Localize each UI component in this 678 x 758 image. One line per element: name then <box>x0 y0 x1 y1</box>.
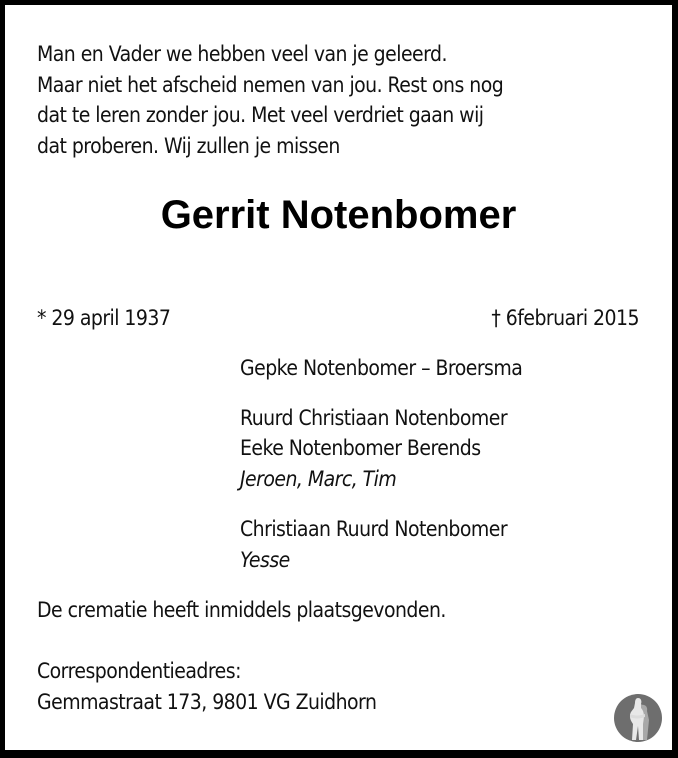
obituary-notice <box>5 5 672 750</box>
address-label-text: Correspondentieadres: <box>37 659 241 683</box>
death-date <box>475 306 639 330</box>
cremation-note <box>37 598 491 622</box>
child1 <box>240 406 537 430</box>
grandchildren-1 <box>240 467 414 491</box>
verse-line: dat te leren zonder jou. Met veel verdriet gaan wij <box>37 103 484 127</box>
child1-partner-name: Eeke Notenbomer Berends <box>240 436 481 460</box>
birth-date <box>37 306 185 330</box>
deceased-name: Gerrit Notenbomer <box>160 193 517 237</box>
verse-line: Maar niet het afscheid nemen van jou. Rest ons nog <box>37 72 504 97</box>
child1-name: Ruurd Christiaan Notenbomer <box>240 406 508 430</box>
spouse <box>240 356 554 380</box>
grandchildren-1-names: Jeroen, Marc, Tim <box>240 467 397 491</box>
child2 <box>240 517 537 541</box>
verse-line: dat proberen. Wij zullen je missen <box>37 133 340 158</box>
grandchildren-2 <box>240 548 295 572</box>
birth-date-text: * 29 april 1937 <box>37 306 171 330</box>
verse <box>37 39 555 161</box>
verse-line: Man en Vader we hebben veel van je geleerd. <box>37 42 447 66</box>
death-date-text: † 6februari 2015 <box>491 306 639 330</box>
address-label <box>37 659 264 683</box>
embracing-figures-icon <box>614 694 662 742</box>
grandchildren-2-names: Yesse <box>240 548 290 572</box>
child2-name: Christiaan Ruurd Notenbomer <box>240 517 508 541</box>
address-text: Gemmastraat 173, 9801 VG Zuidhorn <box>37 690 377 714</box>
child1-partner <box>240 436 507 460</box>
address <box>37 690 414 714</box>
spouse-name: Gepke Notenbomer – Broersma <box>240 356 523 380</box>
cremation-note-text: De crematie heeft inmiddels plaatsgevonden. <box>37 598 446 622</box>
